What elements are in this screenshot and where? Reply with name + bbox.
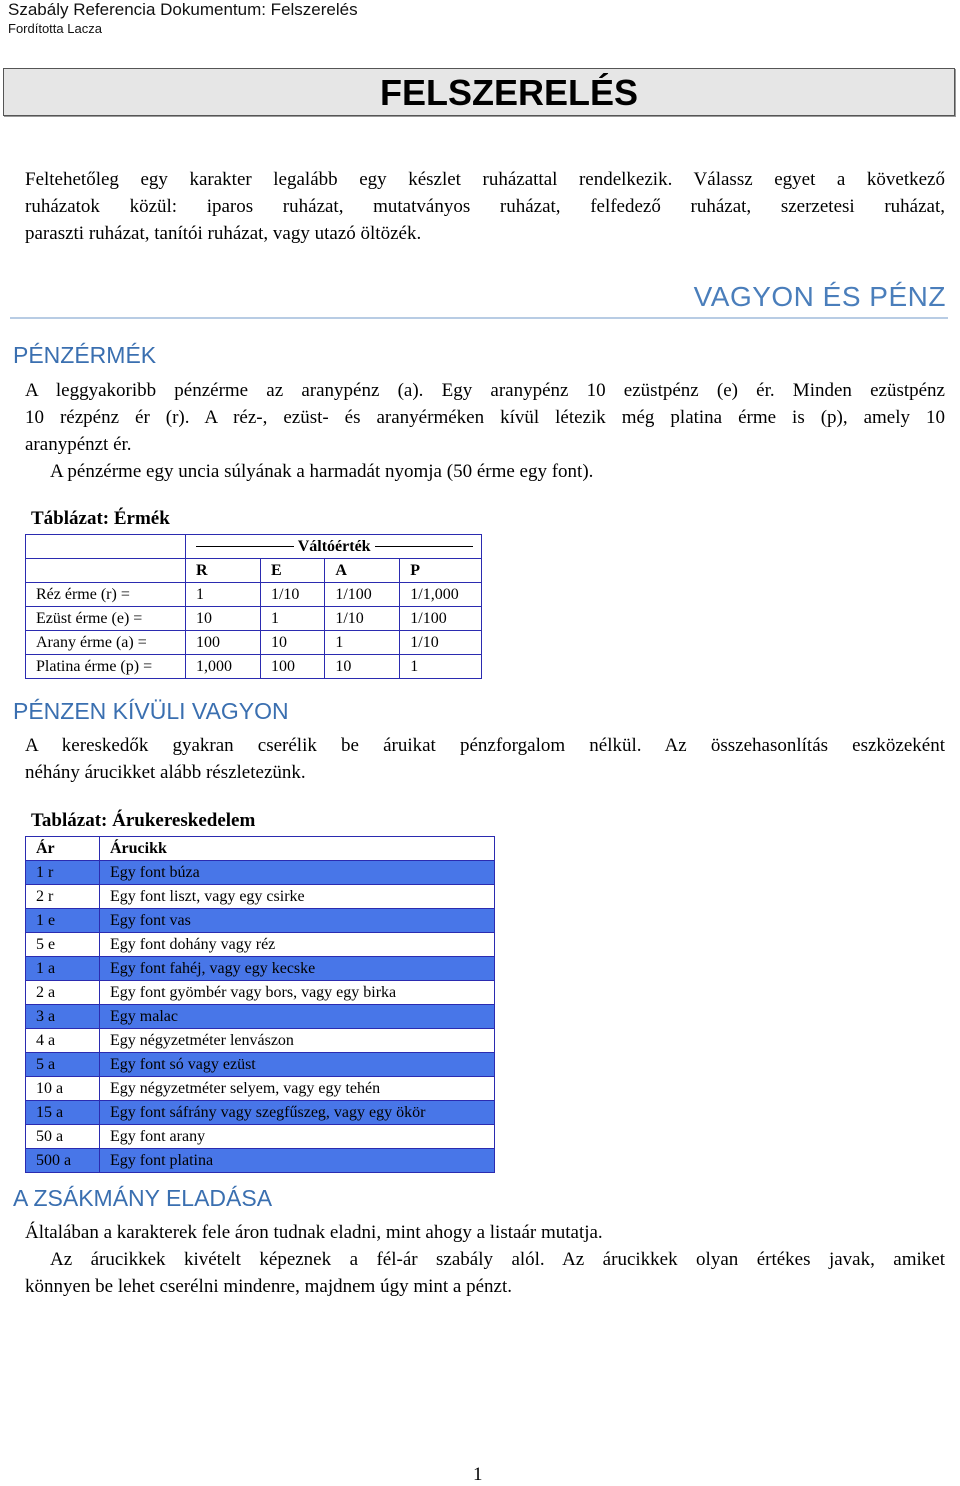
trade-price: 1 a xyxy=(26,957,100,981)
coins-paragraph xyxy=(25,377,945,485)
wealth-paragraph xyxy=(25,732,945,786)
trade-header-price: Ár xyxy=(26,837,100,861)
coins-col-header: R xyxy=(186,559,261,583)
trade-price: 3 a xyxy=(26,1005,100,1029)
table-row xyxy=(26,1125,495,1149)
coin-value: 1 xyxy=(260,607,324,631)
coin-label: Arany érme (a) = xyxy=(26,631,186,655)
table-row xyxy=(26,957,495,981)
trade-table xyxy=(25,836,495,1173)
trade-header-item: Árucikk xyxy=(100,837,495,861)
coins-col-header: P xyxy=(400,559,481,583)
trade-item: Egy font só vagy ezüst xyxy=(100,1053,495,1077)
loot-paragraph xyxy=(25,1219,945,1300)
intro-line-3: paraszti ruházat, tanítói ruházat, vagy utazó öltözék. xyxy=(25,223,422,244)
coins-line-4: A pénzérme egy uncia súlyának a harmadát nyomja (50 érme egy font). xyxy=(50,461,594,482)
coins-heading: PÉNZÉRMÉK xyxy=(13,342,157,368)
coins-group-header: Váltóérték xyxy=(186,535,482,559)
table-row xyxy=(26,1029,495,1053)
trade-price: 2 a xyxy=(26,981,100,1005)
table-row xyxy=(26,1005,495,1029)
intro-line-2: ruházatok közül: iparos ruházat, mutatványos ruházat, felfedező ruházat, szerzetesi ruházat, xyxy=(25,196,945,217)
coins-col-header: A xyxy=(325,559,400,583)
coin-value: 100 xyxy=(186,631,261,655)
loot-line-2: Az árucikkek kivételt képeznek a fél-ár szabály alól. Az árucikkek olyan értékes javak, amiket xyxy=(50,1249,945,1270)
coin-label: Réz érme (r) = xyxy=(26,583,186,607)
table-row xyxy=(26,909,495,933)
coin-value: 100 xyxy=(260,655,324,679)
trade-item: Egy font gyömbér vagy bors, vagy egy birka xyxy=(100,981,495,1005)
coin-value: 10 xyxy=(260,631,324,655)
trade-item: Egy font dohány vagy réz xyxy=(100,933,495,957)
coin-label: Ezüst érme (e) = xyxy=(26,607,186,631)
trade-price: 4 a xyxy=(26,1029,100,1053)
trade-item: Egy font búza xyxy=(100,861,495,885)
coins-line-1: A leggyakoribb pénzérme az aranypénz (a). Egy aranypénz 10 ezüstpénz (e) ér. Minden ezüstpénz xyxy=(25,380,945,401)
table-row xyxy=(26,933,495,957)
wealth-line-1: A kereskedők gyakran cserélik be áruikat pénzforgalom nélkül. Az összehasonlítás eszközeként xyxy=(25,735,945,756)
trade-item: Egy font liszt, vagy egy csirke xyxy=(100,885,495,909)
coin-value: 1,000 xyxy=(186,655,261,679)
section-title: VAGYON ÉS PÉNZ xyxy=(693,281,946,312)
trade-item: Egy font fahéj, vagy egy kecske xyxy=(100,957,495,981)
trade-price: 15 a xyxy=(26,1101,100,1125)
trade-item: Egy font vas xyxy=(100,909,495,933)
table-row xyxy=(26,631,482,655)
document-header-translator: Fordította Lacza xyxy=(8,21,102,36)
table-row xyxy=(26,583,482,607)
coins-line-3: aranypénzt ér. xyxy=(25,434,132,455)
page-number: 1 xyxy=(473,1464,483,1485)
trade-price: 1 r xyxy=(26,861,100,885)
wealth-heading: PÉNZEN KÍVÜLI VAGYON xyxy=(13,698,289,724)
table-row xyxy=(26,1101,495,1125)
coin-value: 1/10 xyxy=(260,583,324,607)
table-row xyxy=(26,1149,495,1173)
coins-table xyxy=(25,534,482,679)
table-row xyxy=(26,861,495,885)
loot-line-3: könnyen be lehet cserélni mindenre, majdnem úgy mint a pénzt. xyxy=(25,1276,512,1297)
wealth-line-2: néhány árucikket alább részletezünk. xyxy=(25,762,306,783)
trade-price: 50 a xyxy=(26,1125,100,1149)
coin-label: Platina érme (p) = xyxy=(26,655,186,679)
trade-price: 1 e xyxy=(26,909,100,933)
coins-line-2: 10 rézpénz ér (r). A réz-, ezüst- és aranyérméken kívül létezik még platina érme is (p), amely 10 xyxy=(25,407,945,428)
coin-value: 1 xyxy=(325,631,400,655)
coins-table-caption: Táblázat: Érmék xyxy=(31,508,170,529)
trade-item: Egy négyzetméter lenvászon xyxy=(100,1029,495,1053)
table-row xyxy=(26,1077,495,1101)
coin-value: 1/10 xyxy=(400,631,481,655)
trade-price: 5 a xyxy=(26,1053,100,1077)
trade-table-caption: Tablázat: Árukereskedelem xyxy=(31,810,256,831)
intro-line-1: Feltehetőleg egy karakter legalább egy készlet ruházattal rendelkezik. Válassz egyet a következő xyxy=(25,169,945,190)
trade-item: Egy font sáfrány vagy szegfűszeg, vagy egy ökör xyxy=(100,1101,495,1125)
coin-value: 1/100 xyxy=(325,583,400,607)
coin-value: 1/100 xyxy=(400,607,481,631)
coin-value: 1/1,000 xyxy=(400,583,481,607)
trade-item: Egy font arany xyxy=(100,1125,495,1149)
trade-item: Egy négyzetméter selyem, vagy egy tehén xyxy=(100,1077,495,1101)
trade-item: Egy font platina xyxy=(100,1149,495,1173)
trade-item: Egy malac xyxy=(100,1005,495,1029)
coin-value: 1/10 xyxy=(325,607,400,631)
loot-line-1: Általában a karakterek fele áron tudnak eladni, mint ahogy a listaár mutatja. xyxy=(25,1222,603,1243)
table-row xyxy=(26,1053,495,1077)
coins-col-header: E xyxy=(260,559,324,583)
coin-value: 1 xyxy=(400,655,481,679)
trade-price: 2 r xyxy=(26,885,100,909)
coin-value: 10 xyxy=(186,607,261,631)
intro-paragraph xyxy=(25,166,945,247)
trade-price: 500 a xyxy=(26,1149,100,1173)
coin-value: 10 xyxy=(325,655,400,679)
page-title-box xyxy=(3,68,955,116)
document-header-title: Szabály Referencia Dokumentum: Felszerelés xyxy=(8,0,358,19)
table-row xyxy=(26,981,495,1005)
loot-heading: A ZSÁKMÁNY ELADÁSA xyxy=(13,1185,273,1211)
coin-value: 1 xyxy=(186,583,261,607)
table-row xyxy=(26,607,482,631)
trade-price: 5 e xyxy=(26,933,100,957)
section-divider xyxy=(10,317,948,319)
table-row xyxy=(26,655,482,679)
table-row xyxy=(26,885,495,909)
trade-price: 10 a xyxy=(26,1077,100,1101)
page-title: FELSZERELÉS xyxy=(379,72,639,113)
